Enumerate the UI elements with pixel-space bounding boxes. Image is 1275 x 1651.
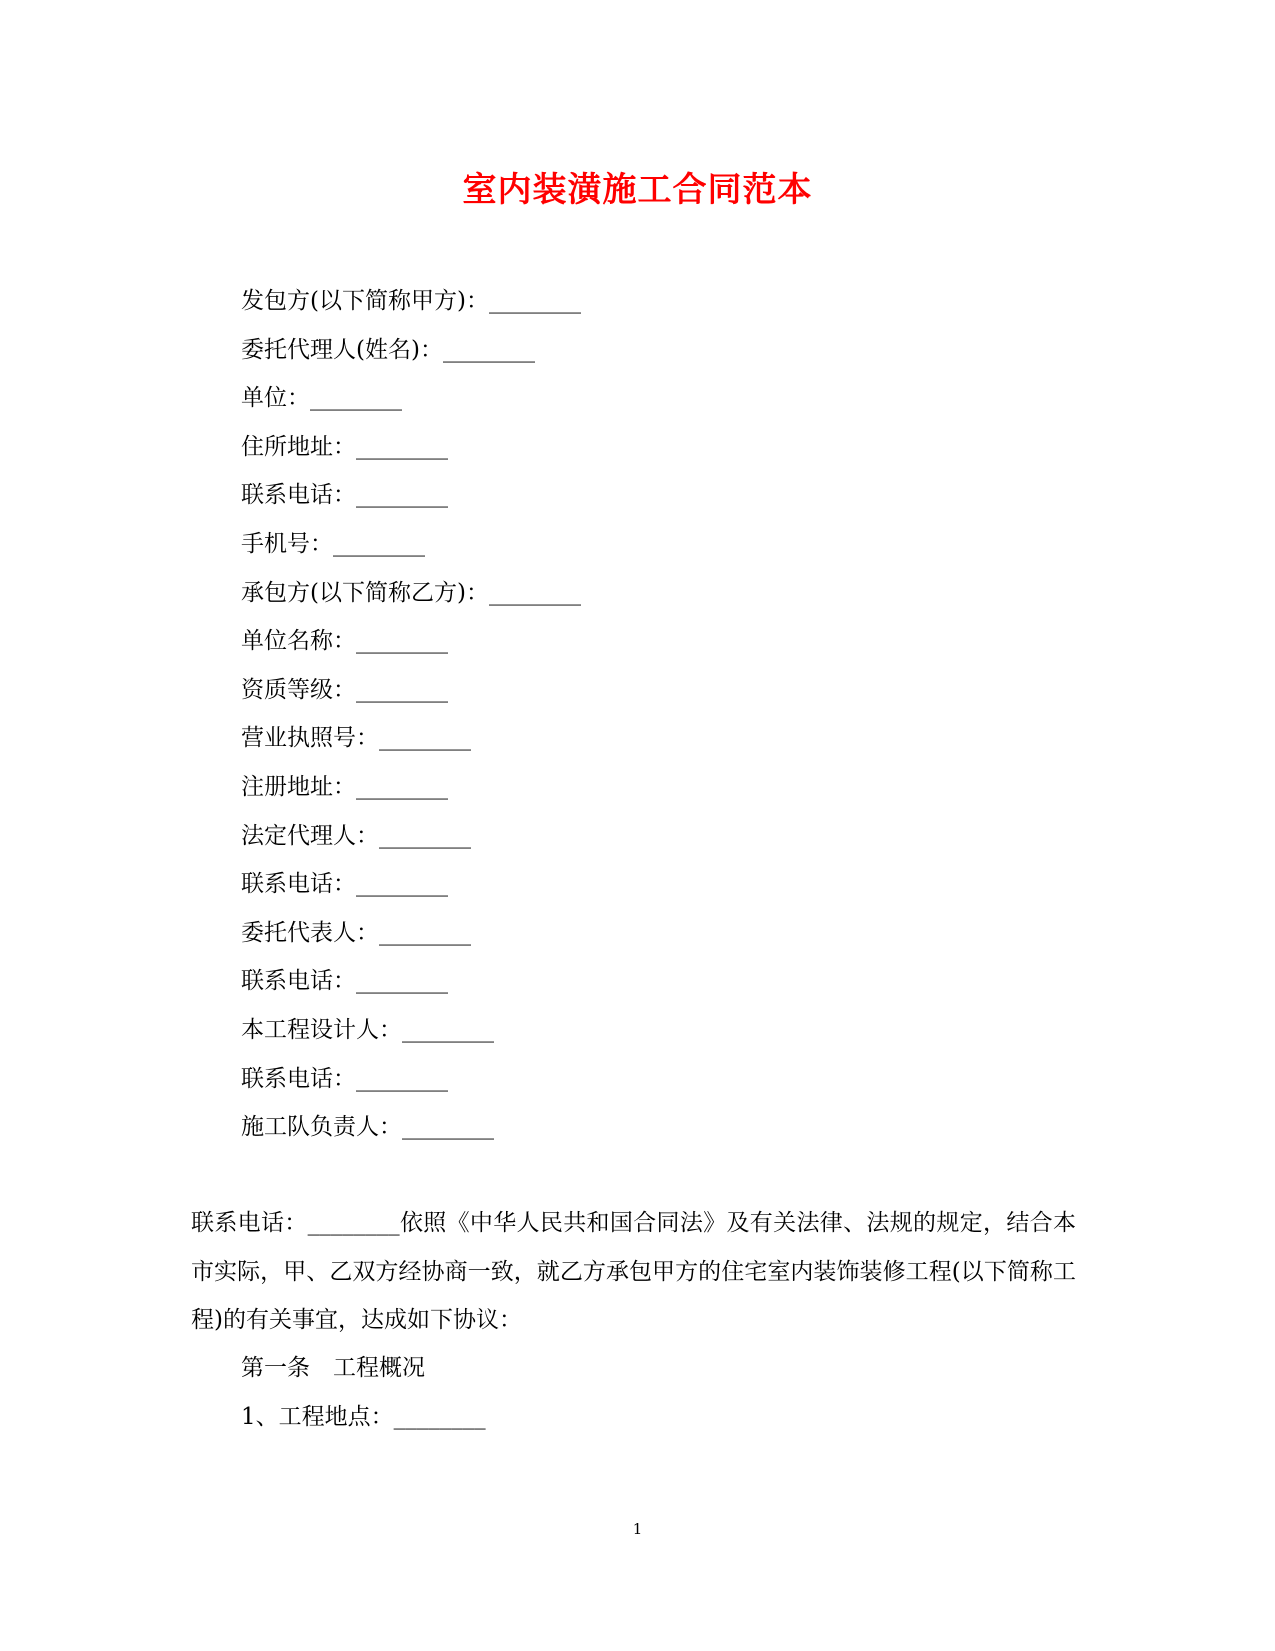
field-crew-leader: 施工队负责人：________: [241, 1114, 494, 1141]
field-employer-address: 住所地址：________: [241, 433, 448, 460]
field-contractor-unit-name: 单位名称：________: [241, 628, 448, 655]
field-employer: 发包方(以下简称甲方)：________: [241, 288, 581, 314]
document-title: 室内装潢施工合同范本: [462, 170, 813, 210]
page-number: 1: [632, 1520, 643, 1538]
field-business-license-no: 营业执照号：________: [241, 725, 471, 752]
article-one: [241, 1344, 1041, 1441]
field-employer-phone: 联系电话：________: [241, 482, 448, 509]
article-item-project-location: 1、工程地点：________: [241, 1403, 486, 1430]
article-heading: 第一条 工程概况: [241, 1355, 425, 1381]
field-agent-name: 委托代理人(姓名)：________: [241, 336, 535, 363]
field-designer-phone: 联系电话：________: [241, 1065, 448, 1092]
field-contractor-phone: 联系电话：________: [241, 871, 448, 898]
field-registered-address: 注册地址：________: [241, 773, 448, 800]
agreement-paragraph: 联系电话：________依照《中华人民共和国合同法》及有关法律、法规的规定，结合本市实际，甲、乙双方经协商一致，就乙方承包甲方的住宅室内装饰装修工程(以下简称工程)的有关事宜，达成如下协议：: [191, 1210, 1076, 1334]
field-employer-mobile: 手机号：________: [241, 530, 425, 557]
field-project-designer: 本工程设计人：________: [241, 1016, 494, 1043]
field-employer-unit: 单位：________: [241, 385, 402, 412]
field-authorized-representative: 委托代表人：________: [241, 919, 471, 946]
field-contractor: 承包方(以下简称乙方)：________: [241, 579, 581, 606]
party-info-fields: [241, 277, 1041, 1152]
field-qualification-level: 资质等级：________: [241, 676, 448, 703]
field-representative-phone: 联系电话：________: [241, 968, 448, 995]
field-legal-representative: 法定代理人：________: [241, 822, 471, 849]
